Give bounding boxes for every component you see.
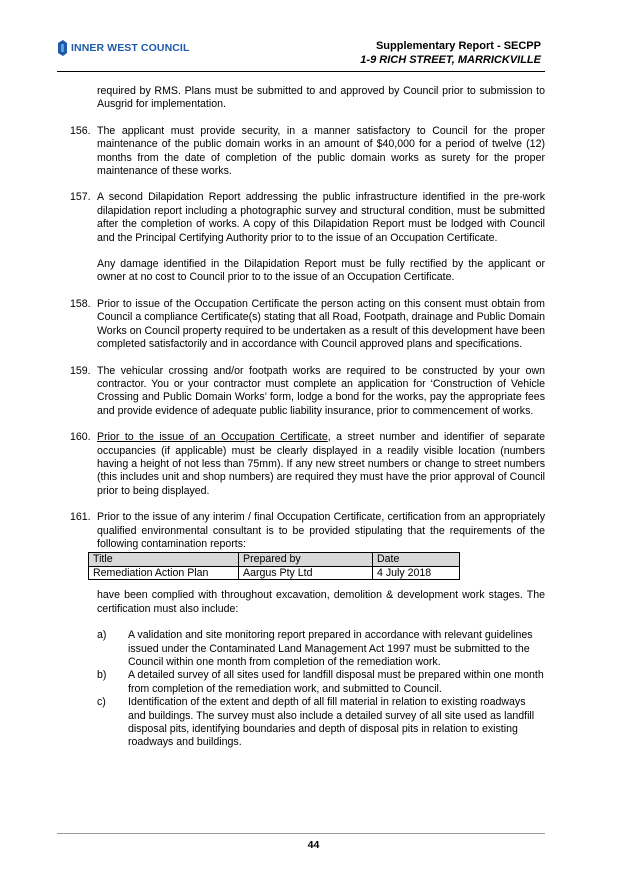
condition-text: A second Dilapidation Report addressing the public infrastructure identified in the pre-work dilapidation report including a photographic survey and structural condition, must be submitted after the completion of works. A copy of this Dilapidation Report must be lodged with Council and the Principal Certifying Authority prior to to the issue of an Occupation Certificate.	[97, 191, 545, 244]
condition-number: 159.	[70, 364, 91, 377]
condition-underlined-text: Prior to the issue of an Occupation Certificate	[97, 431, 328, 444]
council-logo-text: INNER WEST COUNCIL	[71, 42, 190, 54]
sub-item-text: A detailed survey of all sites used for landfill disposal must be prepared within one month from completion of the remediation work, and submitted to Council.	[128, 669, 544, 695]
condition-text: The applicant must provide security, in a manner satisfactory to Council for the proper maintenance of the public domain works in an amount of $40,000 for a period of twelve (12) months from the date of completion of the public domain works as surety for the proper maintenance of these works.	[97, 124, 545, 178]
council-logo	[57, 40, 189, 56]
page-number: 44	[307, 839, 320, 851]
intro-paragraph: required by RMS. Plans must be submitted to and approved by Council prior to submission to Ausgrid for implementation.	[97, 85, 545, 111]
condition-160	[70, 431, 545, 498]
condition-157	[70, 191, 545, 284]
table-cell: Remediation Action Plan	[89, 566, 239, 580]
sub-item-label: c)	[97, 696, 106, 709]
sub-item-label: a)	[97, 629, 107, 642]
table-header-cell: Prepared by	[239, 553, 373, 567]
page-content	[70, 85, 545, 750]
table-cell: Aargus Pty Ltd	[239, 566, 373, 580]
table-header-cell: Date	[373, 553, 460, 567]
condition-161	[70, 511, 545, 551]
table-cell: 4 July 2018	[373, 566, 460, 580]
sub-item-a	[97, 629, 545, 669]
condition-158	[70, 298, 545, 352]
condition-159	[70, 365, 545, 419]
condition-text: Prior to the issue of any interim / final Occupation Certificate, certification from an appropriately qualified environmental consultant is to be provided stipulating that the requirements of the following contamination reports:	[97, 511, 545, 550]
report-subtitle: 1-9 RICH STREET, MARRICKVILLE	[360, 54, 541, 66]
footer-divider	[57, 833, 545, 834]
council-logo-icon	[57, 40, 68, 56]
sub-item-label: b)	[97, 669, 107, 682]
condition-number: 157.	[70, 191, 91, 204]
condition-156	[70, 125, 545, 179]
sub-item-b	[97, 669, 545, 696]
table-row	[89, 566, 460, 580]
condition-number: 156.	[70, 124, 91, 137]
condition-text: Prior to issue of the Occupation Certificate the person acting on this consent must obtain from Council a compliance Certificate(s) stating that all Road, Footpath, drainage and Public Domain Works on Council property required to be undertaken as a result of this development have been completed satisfactorily and in accordance with Council approved plans and specifications.	[97, 297, 545, 351]
table-header-row	[89, 553, 460, 567]
condition-number: 158.	[70, 297, 91, 310]
condition-extra-text: Any damage identified in the Dilapidation Report must be fully rectified by the applicant or owner at no cost to Council prior to to the issue of an Occupation Certificate.	[97, 258, 545, 284]
table-header-cell: Title	[89, 553, 239, 567]
condition-after-text: have been complied with throughout excavation, demolition & development work stages. The certification must also include:	[97, 589, 545, 615]
condition-text: The vehicular crossing and/or footpath works are required to be constructed by your own contractor. You or your contractor must complete an application for ‘Construction of Vehicle Crossing and Public Domain Works’ form, lodge a bond for the works, pay the appropriate fees and provide evidence of adequate public liability insurance, prior to commencement of works.	[97, 364, 545, 417]
contamination-reports-table	[88, 552, 460, 580]
sub-item-text: A validation and site monitoring report prepared in accordance with relevant guidelines issued under the Contaminated Land Management Act 1997 must be submitted to the Council within one month from completion of the remediation work.	[128, 629, 533, 668]
condition-number: 160.	[70, 431, 91, 444]
sub-item-text: Identification of the extent and depth of all fill material in relation to existing roadways and buildings. The survey must also include a detailed survey of all site used as landfill disposal pits, identifying boundaries and depth of disposal pits in relation to existing roadways and buildings.	[128, 696, 535, 749]
sub-item-c	[97, 696, 545, 750]
report-title: Supplementary Report - SECPP	[375, 40, 541, 52]
condition-number: 161.	[70, 511, 91, 524]
report-header	[360, 39, 541, 67]
condition-text: , a street number and identifier of separate occupancies (if applicable) must be clearly displayed in a readily visible location (numbers having a height of not less than 75mm). If any new street numbers or change to street numbers (this includes unit and shop numbers) are required they must have the prior approval of Council prior to being displayed.	[97, 431, 545, 497]
header-divider	[57, 71, 545, 72]
